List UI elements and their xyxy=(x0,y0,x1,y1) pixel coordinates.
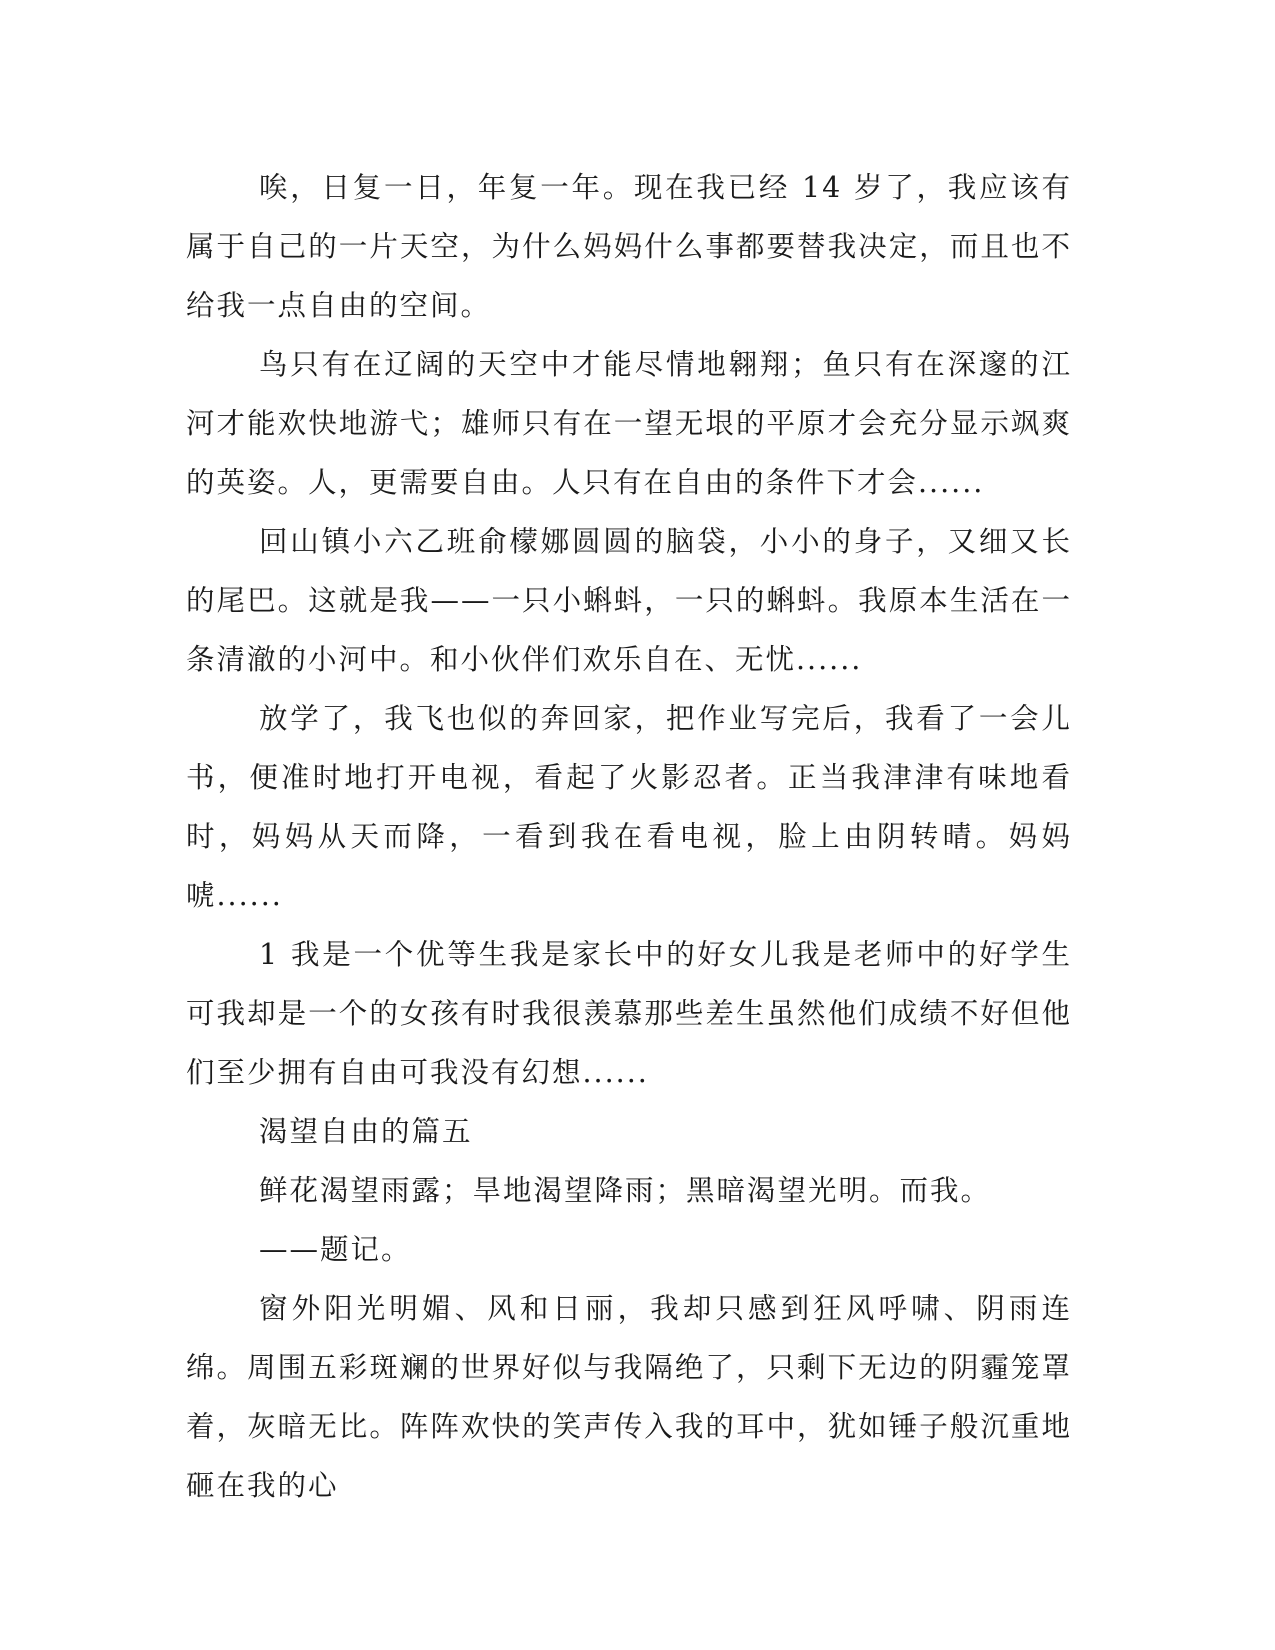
paragraph-window: 窗外阳光明媚、风和日丽，我却只感到狂风呼啸、阴雨连绵。周围五彩斑斓的世界好似与我隔绝了，只剩下无边的阴霾笼罩着，灰暗无比。阵阵欢快的笑声传入我的耳中，犹如锤子般沉重地砸在我的心 xyxy=(186,1292,1072,1502)
paragraph-tadpole: 回山镇小六乙班俞檬娜圆圆的脑袋，小小的身子，又细又长的尾巴。这就是我——一只小蝌蚪，一只的蝌蚪。我原本生活在一条清澈的小河中。和小伙伴们欢乐自在、无忧...... xyxy=(186,525,1072,676)
section-heading: 渴望自由的篇五 xyxy=(259,1115,473,1148)
paragraph-good-student: 1 我是一个优等生我是家长中的好女儿我是老师中的好学生可我却是一个的女孩有时我很羡慕那些差生虽然他们成绩不好但他们至少拥有自由可我没有幻想...... xyxy=(186,938,1072,1089)
paragraph-after-school: 放学了，我飞也似的奔回家，把作业写完后，我看了一会儿书，便准时地打开电视，看起了火影忍者。正当我津津有味地看时，妈妈从天而降，一看到我在看电视，脸上由阴转晴。妈妈唬...... xyxy=(186,702,1072,912)
paragraph-epigraph-source: ——题记。 xyxy=(259,1233,412,1266)
paragraph-birds-fish: 鸟只有在辽阔的天空中才能尽情地翱翔；鱼只有在深邃的江河才能欢快地游弋；雄师只有在一望无垠的平原才会充分显示飒爽的英姿。人，更需要自由。人只有在自由的条件下才会...... xyxy=(186,348,1072,499)
paragraph-intro: 唉，日复一日，年复一年。现在我已经 14 岁了，我应该有属于自己的一片天空，为什么妈妈什么事都要替我决定，而且也不给我一点自由的空间。 xyxy=(186,171,1072,322)
paragraph-epigraph: 鲜花渴望雨露；旱地渴望降雨；黑暗渴望光明。而我。 xyxy=(259,1174,992,1207)
document-body xyxy=(186,158,1072,1515)
